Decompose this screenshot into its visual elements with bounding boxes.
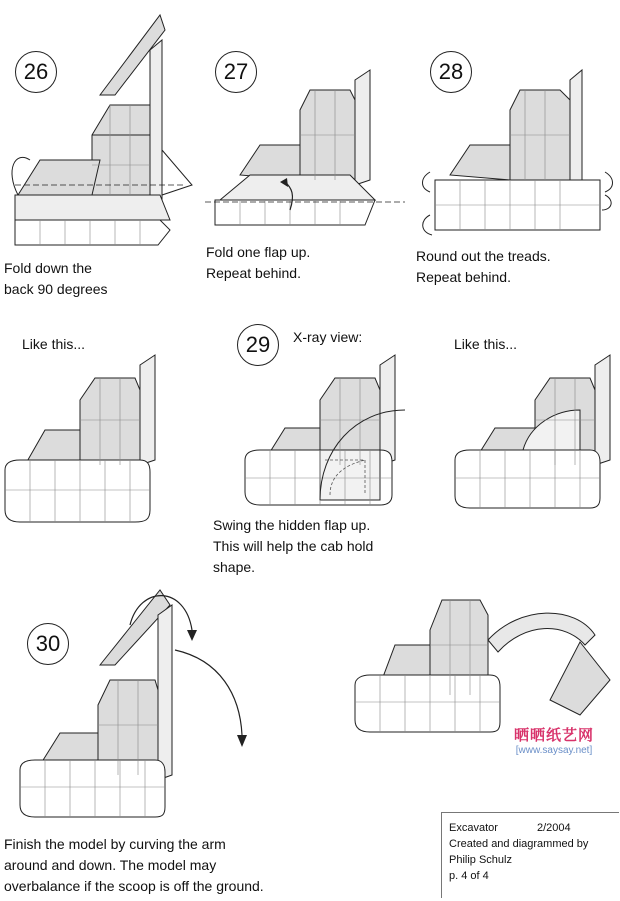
step-number-26: 26 [15,51,57,93]
diagram-step-28 [420,60,620,240]
diagram-step-29 [230,350,420,525]
like-this-label-2: Like this... [454,336,518,352]
diagram-step-26 [0,0,200,260]
step-number-29: 29 [237,324,279,366]
watermark [498,724,610,756]
step-number-27: 27 [215,51,257,93]
step-number-28: 28 [430,51,472,93]
diagram-step-30 [10,575,260,825]
diagram-final-model [350,590,615,740]
credits-author: Philip Schulz [449,854,512,866]
xray-view-label: X-ray view: [293,329,363,345]
caption-step-27: Fold one flap up. Repeat behind. [206,244,311,281]
caption-step-28: Round out the treads. Repeat behind. [416,248,551,285]
caption-step-29: Swing the hidden flap up. This will help the cab hold shape. [213,517,374,575]
watermark-url: [www.saysay.net] [515,745,593,756]
caption-step-30: Finish the model by curving the arm around and down. The model may overbalance if the scoop is off the ground. [4,836,264,894]
like-this-label-1: Like this... [22,336,86,352]
diagram-step-27 [200,60,410,240]
caption-step-26: Fold down the back 90 degrees [4,260,108,297]
watermark-chinese: 晒晒纸艺网 [513,726,594,744]
credits-title: Excavator [449,822,498,834]
diagram-like-this-2 [445,350,615,525]
credits-date: 2/2004 [536,822,571,834]
credits-box [441,812,619,898]
diagram-like-this-1 [0,350,170,530]
credits-page: p. 4 of 4 [449,870,489,882]
credits-created: Created and diagrammed by [449,838,589,850]
step-number-30: 30 [27,623,69,665]
